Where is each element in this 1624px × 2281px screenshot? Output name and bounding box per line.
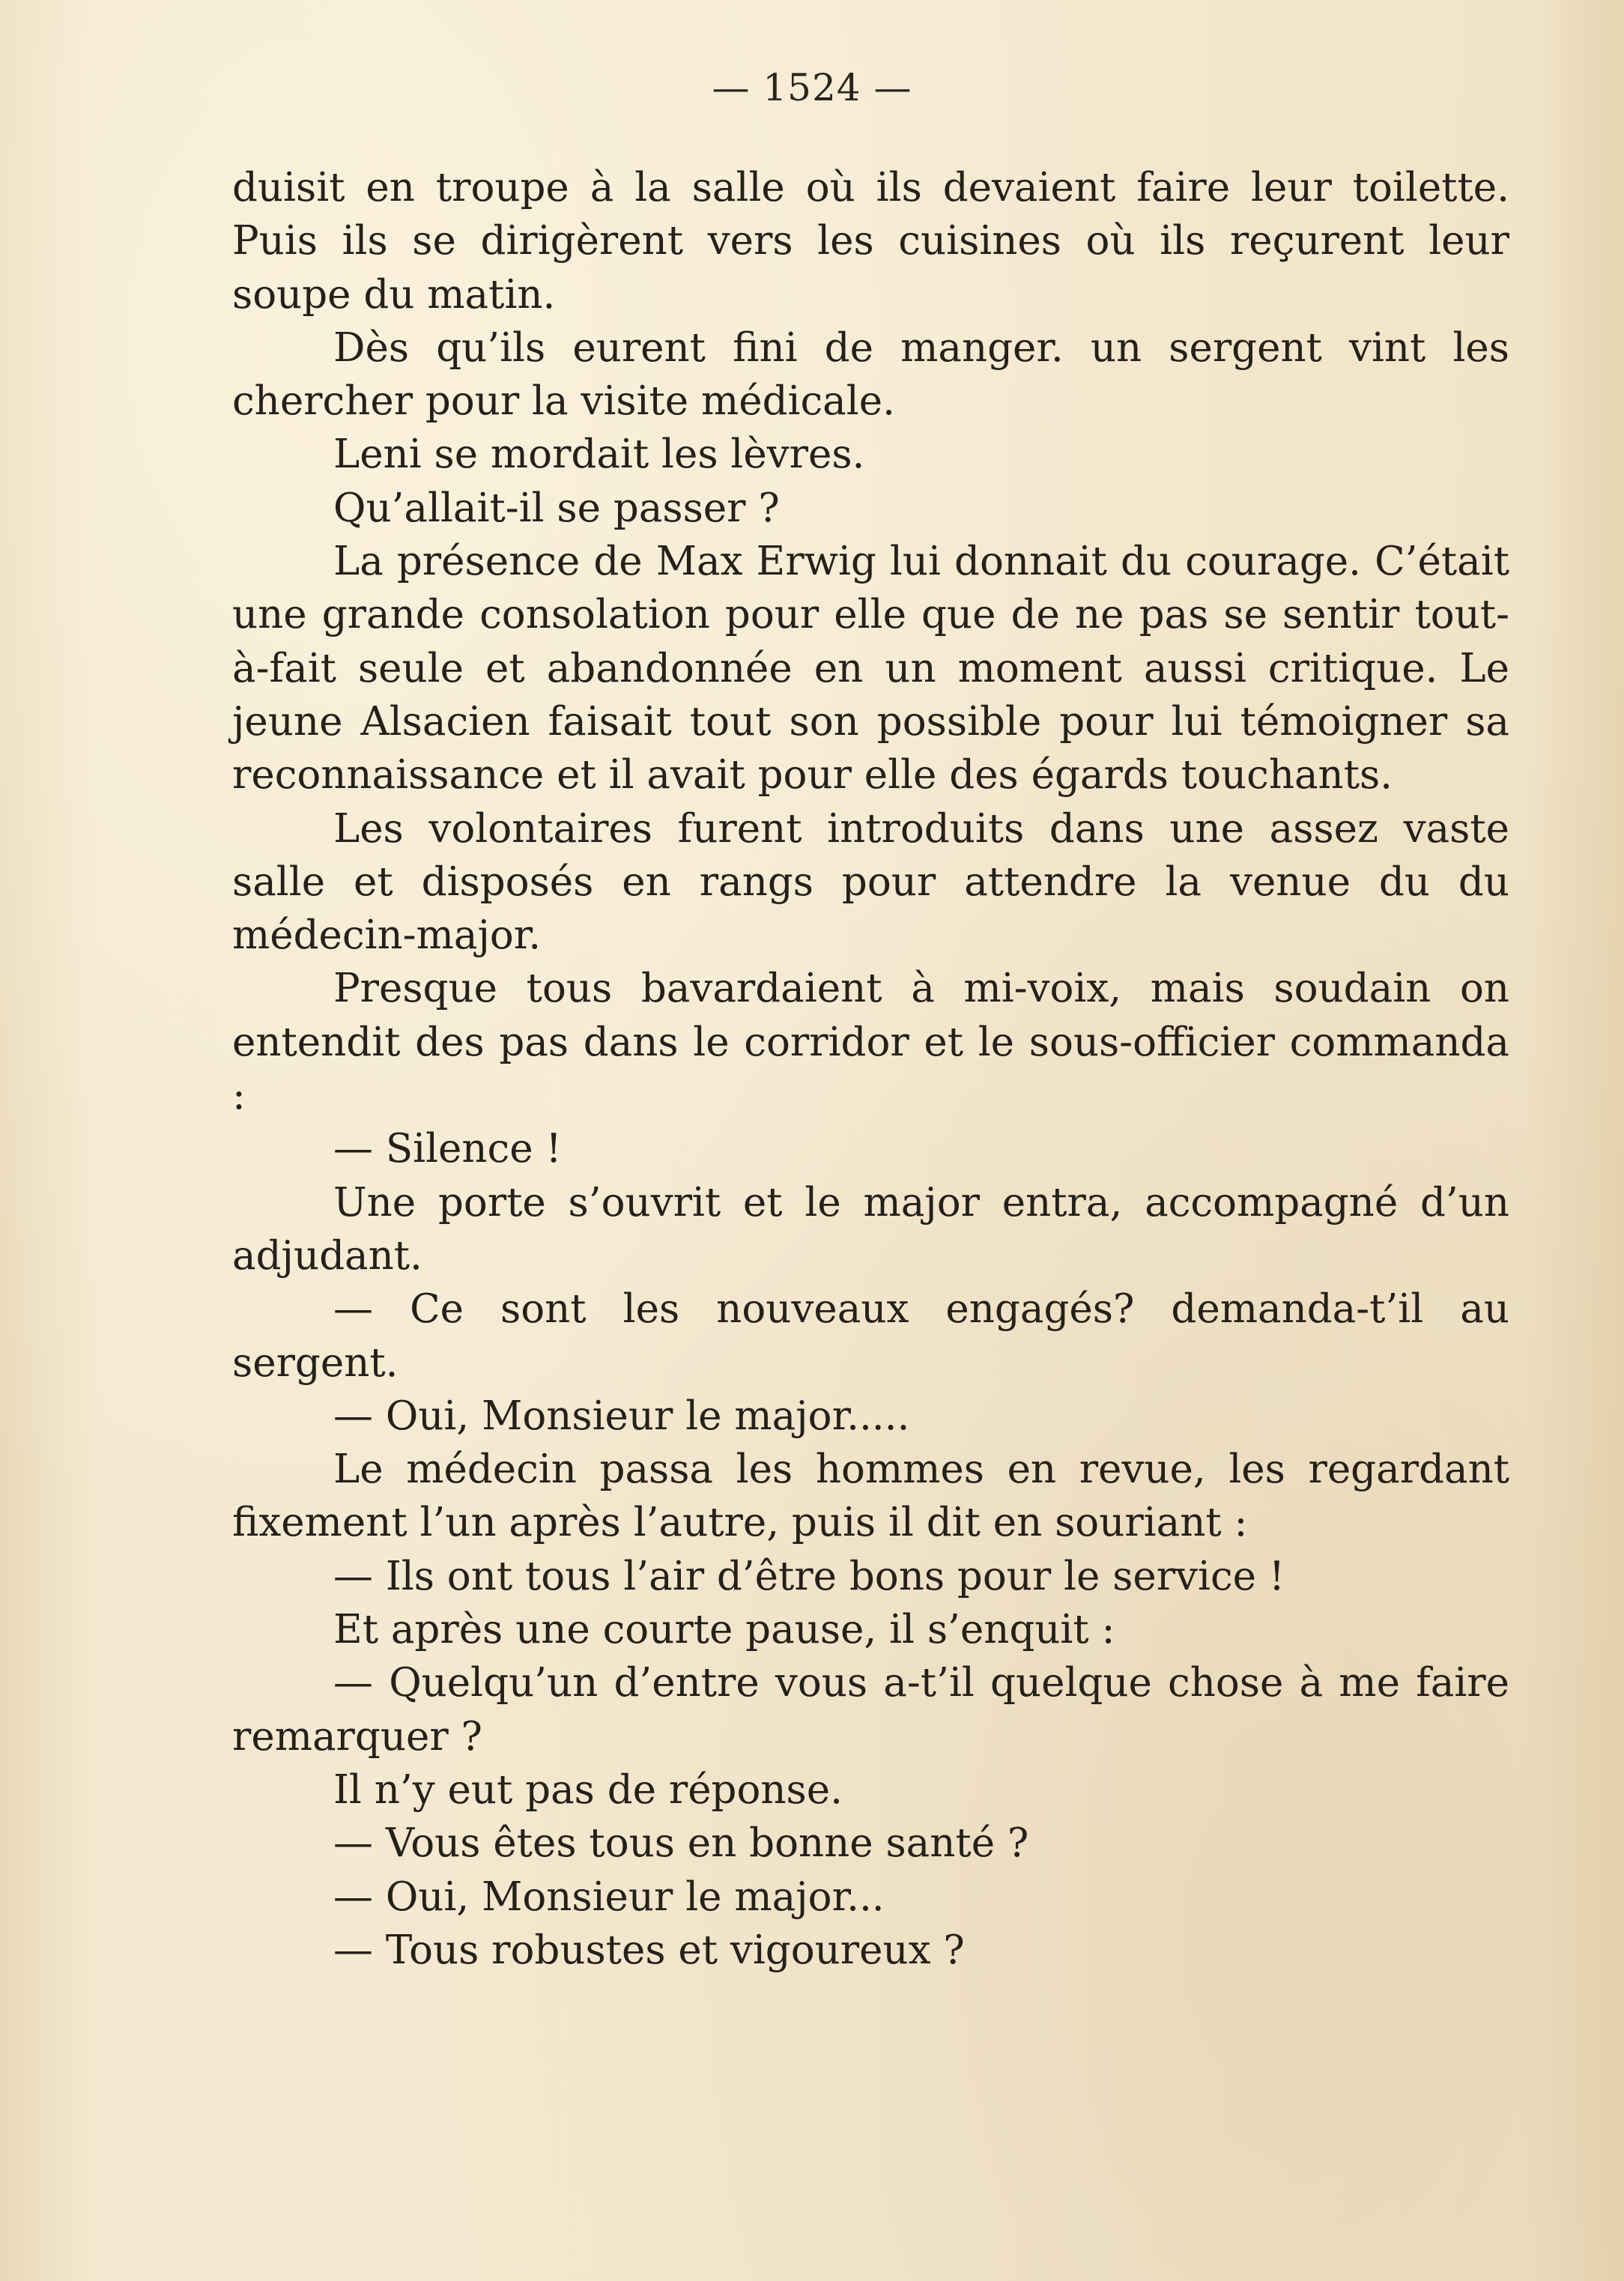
paragraph: Il n’y eut pas de réponse. — [333, 1766, 843, 1813]
page-number: — 1524 — — [712, 66, 912, 109]
dialogue-line: — Ce sont les nouveaux engagés? demanda-t’il au sergent. — [232, 1286, 1509, 1386]
dialogue-line: — Oui, Monsieur le major..... — [333, 1393, 910, 1439]
paragraph-continuation: duisit en troupe à la salle où ils devaient faire leur toilette. Puis ils se dirigèrent vers les cuisines où ils reçurent leur soupe du matin. — [232, 165, 1509, 318]
dialogue-line: — Silence ! — [333, 1126, 562, 1172]
paragraph: Une porte s’ouvrit et le major entra, accompagné d’un adjudant. — [232, 1179, 1509, 1279]
paragraph: Dès qu’ils eurent fini de manger. un sergent vint les chercher pour la visite médicale. — [232, 324, 1509, 425]
paragraph: Qu’allait-il se passer ? — [333, 485, 780, 531]
paragraph: Leni se mordait les lèvres. — [333, 431, 865, 478]
body-text — [232, 161, 1509, 1977]
dialogue-line: — Quelqu’un d’entre vous a-t’il quelque chose à me faire remarquer ? — [232, 1660, 1509, 1760]
dialogue-line: — Vous êtes tous en bonne santé ? — [333, 1820, 1029, 1867]
paragraph: Les volontaires furent introduits dans une assez vaste salle et disposés en rangs pour attendre la venue du du médecin-major. — [232, 805, 1509, 959]
paragraph: Le médecin passa les hommes en revue, les regardant fixement l’un après l’autre, puis il dit en souriant : — [232, 1447, 1509, 1546]
paragraph: Et après une courte pause, il s’enquit : — [333, 1607, 1115, 1653]
paragraph: Presque tous bavardaient à mi-voix, mais soudain on entendit des pas dans le corridor et le sous-officier commanda : — [232, 966, 1509, 1119]
dialogue-line: — Tous robustes et vigoureux ? — [333, 1927, 965, 1973]
paragraph: La présence de Max Erwig lui donnait du courage. C’était une grande consolation pour elle que de ne pas se sentir tout-à-fait seule et abandonnée en un moment aussi critique. Le jeune Alsacien faisait tout son possible pour lui témoigner sa reconnaissance et il avait pour elle des égards touchants. — [232, 539, 1509, 799]
dialogue-line: — Oui, Monsieur le major... — [333, 1873, 885, 1920]
dialogue-line: — Ils ont tous l’air d’être bons pour le service ! — [333, 1553, 1285, 1599]
